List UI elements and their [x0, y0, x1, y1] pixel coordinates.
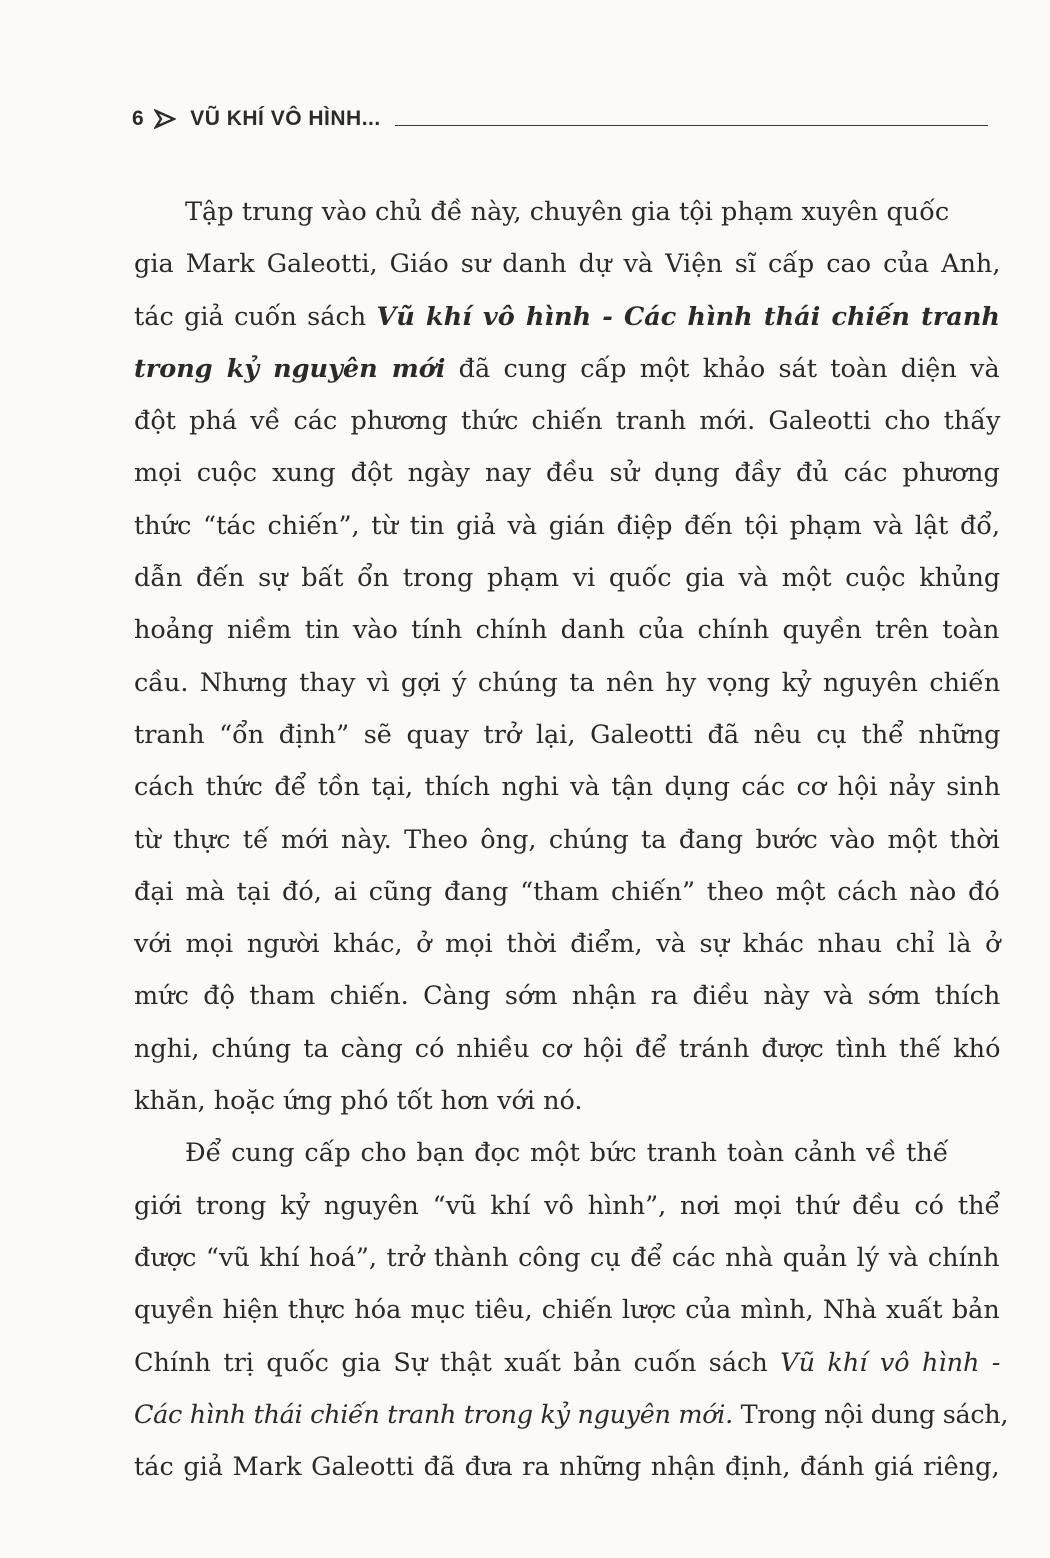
- text-line: cầu. Nhưng thay vì gợi ý chúng ta nên hy vọng kỷ nguyên chiến: [134, 667, 1001, 698]
- book-title-bold: trong kỷ nguyên mới: [134, 353, 446, 384]
- running-header: [132, 102, 988, 136]
- book-title-italic: Vũ khí vô hình -: [780, 1347, 1001, 1378]
- text-line: trong kỷ nguyên mới đã cung cấp một khảo sát toàn diện và: [134, 353, 1000, 384]
- paragraph-1: [134, 186, 1000, 1127]
- text-line: đại mà tại đó, ai cũng đang “tham chiến” theo một cách nào đó: [134, 876, 1000, 907]
- header-rule: [395, 125, 988, 126]
- text-line: từ thực tế mới này. Theo ông, chúng ta đang bước vào một thời: [134, 824, 1000, 855]
- text-line: Chính trị quốc gia Sự thật xuất bản cuốn sách Vũ khí vô hình -: [134, 1347, 1001, 1378]
- text-line: cách thức để tồn tại, thích nghi và tận dụng các cơ hội nảy sinh: [134, 772, 1001, 803]
- text-line: mọi cuộc xung đột ngày nay đều sử dụng đầy đủ các phương: [134, 458, 1000, 489]
- text-line: tranh “ổn định” sẽ quay trở lại, Galeotti đã nêu cụ thể những: [134, 719, 1001, 750]
- text-line: tác giả Mark Galeotti đã đưa ra những nhận định, đánh giá riêng,: [134, 1452, 1000, 1483]
- text-line: gia Mark Galeotti, Giáo sư danh dự và Viện sĩ cấp cao của Anh,: [134, 249, 1001, 280]
- book-title-bold: Vũ khí vô hình - Các hình thái chiến tranh: [376, 301, 1000, 332]
- text-line: Các hình thái chiến tranh trong kỷ nguyên mới. Trong nội dung sách,: [134, 1399, 1009, 1430]
- text-line: Để cung cấp cho bạn đọc một bức tranh toàn cảnh về thế: [185, 1138, 949, 1169]
- text-line: với mọi người khác, ở mọi thời điểm, và sự khác nhau chỉ là ở: [134, 929, 1001, 960]
- text-line: đột phá về các phương thức chiến tranh mới. Galeotti cho thấy: [134, 406, 1001, 437]
- text-line: quyền hiện thực hóa mục tiêu, chiến lược của mình, Nhà xuất bản: [134, 1295, 1000, 1326]
- text-line: khăn, hoặc ứng phó tốt hơn với nó.: [134, 1086, 583, 1117]
- text-line: Tập trung vào chủ đề này, chuyên gia tội phạm xuyên quốc: [185, 197, 950, 227]
- body-text: [134, 186, 1009, 1493]
- text-line: tác giả cuốn sách Vũ khí vô hình - Các hình thái chiến tranh: [134, 301, 1000, 332]
- page-number: 6: [132, 107, 145, 130]
- paragraph-2: [134, 1127, 1009, 1493]
- running-title: VŨ KHÍ VÔ HÌNH...: [190, 107, 381, 130]
- text-line: mức độ tham chiến. Càng sớm nhận ra điều này và sớm thích: [134, 981, 1001, 1012]
- text-line: dẫn đến sự bất ổn trong phạm vi quốc gia và một cuộc khủng: [134, 563, 1001, 594]
- book-title-italic: Các hình thái chiến tranh trong kỷ nguyên mới.: [134, 1399, 733, 1430]
- text-line: được “vũ khí hoá”, trở thành công cụ để các nhà quản lý và chính: [134, 1242, 1000, 1273]
- text-line: hoảng niềm tin vào tính chính danh của chính quyền trên toàn: [134, 615, 1000, 646]
- arrow-right-icon: [154, 109, 176, 129]
- text-line: thức “tác chiến”, từ tin giả và gián điệp đến tội phạm và lật đổ,: [134, 510, 1001, 541]
- text-line: nghi, chúng ta càng có nhiều cơ hội để tránh được tình thế khó: [134, 1033, 1001, 1064]
- text-line: giới trong kỷ nguyên “vũ khí vô hình”, nơi mọi thứ đều có thể: [134, 1190, 1001, 1221]
